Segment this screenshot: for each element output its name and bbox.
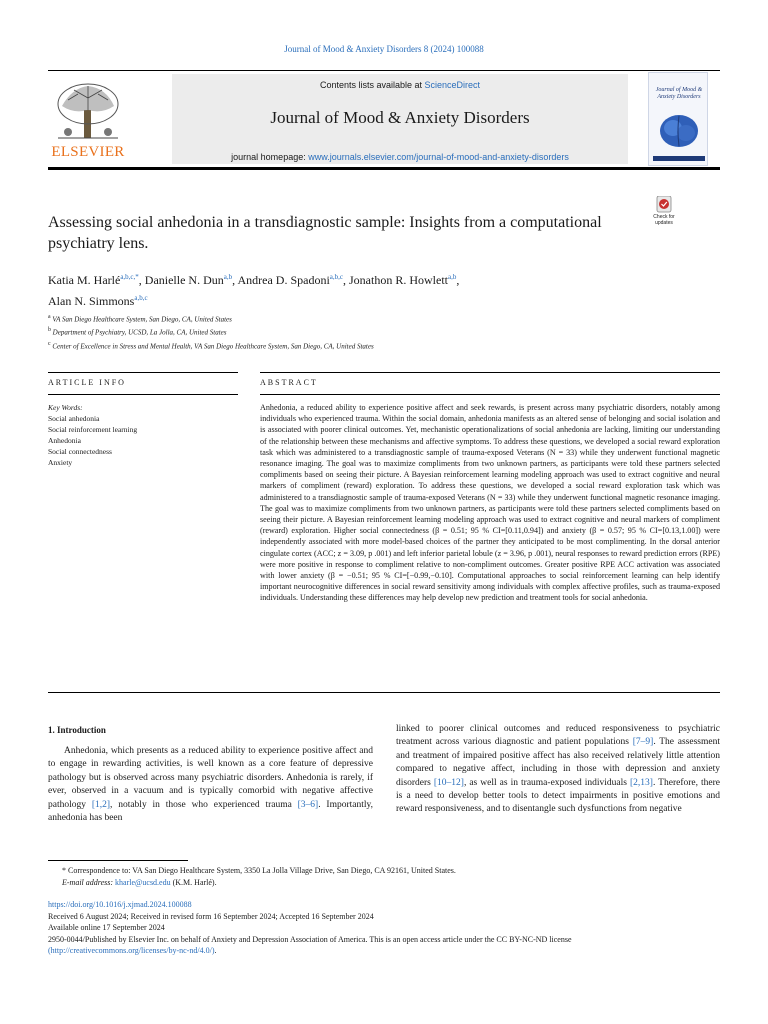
- homepage-prefix: journal homepage:: [231, 152, 309, 162]
- keyword-item[interactable]: Anxiety: [48, 458, 73, 467]
- journal-info-box: [172, 74, 628, 164]
- correspondence-footnote: [48, 865, 720, 888]
- affiliation-text: Department of Psychiatry, UCSD, La Jolla, CA, United States: [52, 328, 227, 337]
- author-name[interactable]: Alan N. Simmons: [48, 294, 135, 308]
- keyword-item[interactable]: Anhedonia: [48, 436, 81, 445]
- author-separator: ,: [138, 273, 145, 287]
- body-text: , notably in those who experienced trauma: [110, 799, 298, 810]
- contents-prefix: Contents lists available at: [319, 80, 425, 90]
- article-info-rule: [48, 394, 238, 395]
- article-info-heading: ARTICLE INFO: [48, 378, 126, 387]
- introduction-left-column: [48, 745, 373, 825]
- available-online: Available online 17 September 2024: [48, 923, 165, 932]
- journal-cover[interactable]: [648, 72, 708, 166]
- journal-title: Journal of Mood & Anxiety Disorders: [270, 108, 530, 127]
- journal-citation[interactable]: Journal of Mood & Anxiety Disorders 8 (2024) 100088: [284, 44, 484, 54]
- body-text: Anhedonia, which presents as a reduced ability to experience positive affect and to engage in rewarding activities, is well known as a core feature of depressive pathology but is observed across many psychiatric disorders. Anhedonia is rarely, if ever, observed in a vacuum and is typically comorbid with negative affective pathology: [48, 746, 373, 810]
- keywords-block: [48, 402, 238, 468]
- author-name[interactable]: Jonathon R. Howlett: [349, 273, 449, 287]
- elsevier-tree-icon: [48, 80, 128, 144]
- affiliation-item: [48, 325, 720, 338]
- footnote-rule: [48, 860, 188, 861]
- author-separator: ,: [456, 273, 460, 287]
- introduction-heading: 1. Introduction: [48, 725, 106, 735]
- contents-line: [172, 80, 628, 90]
- citation-link[interactable]: [2,13]: [629, 777, 653, 788]
- author-separator: ,: [343, 273, 350, 287]
- article-metadata: [48, 899, 720, 957]
- author-affiliation-marker[interactable]: a,b,c: [134, 294, 148, 302]
- journal-masthead: [48, 70, 720, 170]
- author-affiliation-marker[interactable]: a,b: [448, 273, 457, 281]
- author-affiliation-marker[interactable]: a,b: [223, 273, 233, 281]
- abstract-top-rule: [260, 372, 720, 373]
- check-updates-label: Check for updates: [653, 214, 675, 226]
- author-affiliation-marker[interactable]: a,b,c,*: [120, 273, 139, 281]
- affiliation-item: [48, 339, 720, 352]
- article-info-top-rule: [48, 372, 238, 373]
- doi-link[interactable]: https://doi.org/10.1016/j.xjmad.2024.100088: [48, 900, 192, 909]
- keywords-label: Key Words:: [48, 403, 83, 412]
- masthead-top-rule: [48, 70, 720, 71]
- abstract-rule: [260, 394, 720, 395]
- citation-link[interactable]: [1,2]: [91, 799, 111, 810]
- masthead-bottom-rule: [48, 167, 720, 170]
- check-for-updates-button[interactable]: [644, 196, 684, 232]
- email-link[interactable]: kharle@ucsd.edu: [115, 877, 171, 887]
- abstract-bottom-rule: [48, 692, 720, 693]
- email-line: [48, 877, 720, 889]
- cover-bar: [653, 156, 705, 161]
- body-text: . Importantly, anhedonia has been: [48, 799, 374, 824]
- keyword-item[interactable]: Social connectedness: [48, 447, 112, 456]
- author-list: [48, 268, 720, 310]
- author-affiliation-marker[interactable]: a,b,c: [329, 273, 344, 281]
- affiliation-marker: a: [48, 314, 51, 320]
- homepage-link[interactable]: www.journals.elsevier.com/journal-of-mood-and-anxiety-disorders: [308, 152, 569, 162]
- cover-title: Journal of Mood & Anxiety Disorders: [655, 87, 703, 100]
- body-text: . The assessment and treatment of impaired positive affect has also received relatively little attention compared to negative affect, including in those with depression and anxiety disorders: [396, 737, 720, 788]
- license-text: [48, 934, 720, 957]
- license-suffix: .: [214, 946, 217, 955]
- keyword-item[interactable]: Social anhedonia: [48, 414, 100, 423]
- keyword-item[interactable]: Social reinforcement learning: [48, 425, 138, 434]
- elsevier-logo[interactable]: [48, 80, 128, 164]
- elsevier-wordmark: ELSEVIER: [51, 144, 125, 160]
- body-text: linked to poorer clinical outcomes and reduced responsiveness to psychiatric treatment across various diagnostic and patient populations: [396, 724, 720, 748]
- author-name[interactable]: Katia M. Harlé: [48, 273, 121, 287]
- abstract-text: Anhedonia, a reduced ability to experience positive affect and seek rewards, is present across many psychiatric disorders, notably among individuals who experienced trauma. Within the social domain, anhedonia manifests as an altered sense of belonging and social isolation and is associated with poorer clinical outcomes. Yet, mechanistic operationalizations of social anhedonia are lacking, limiting our understanding of the relationship between these mechanisms and affective symptoms. To address these questions, we developed a social reward exploration task which was administered to a transdiagnostic sample of trauma-exposed Veterans (N = 33) while they underwent functional magnetic resonance imaging. The goal was to maximize compliments from two unknown partners, as participants were told these partners selected compliments based on seeing their picture. A Bayesian reinforcement learning modeling approach was used to extract cognitive and neural markers of compliment (reward) exploration. To address these questions, we developed a social reward exploration task which was administered to a transdiagnostic sample of trauma-exposed Veterans (N = 33) while they underwent functional magnetic resonance imaging. The goal was to maximize compliments from two unknown partners, as participants were told these partners selected compliments based on seeing their picture. A Bayesian reinforcement learning modeling approach was used to extract cognitive and neural markers of compliment (reward) exploration. Higher social connectedness (β = 0.51; 95 % CI=[0.11,0.94]) and anxiety (β = 0.57; 95 % CI=[0.13,1.00]) were independently associated with more model-based choices of the partner they anticipated to be most complimenting. In the dorsal anterior cingulate cortex (ACC; z = 3.09, p .001) and left inferior parietal lobule (z = 3.96, p .001), neural responses to reward prediction errors (RPE) were more positive in response to compliment relative to non-compliment outcomes. Greater positive RPE ACC activation was associated with lower anxiety (β = −0.51; 95 % CI=[−0.99,−0.10]. Computational approaches to social reinforcement learning can help identify important neurocognitive differences in social reward sensitivity among individuals with complex affective profiles, such as trauma-exposed individuals. Understanding these differences may help develop new prediction and treatment tools for social anhedonia.: [260, 403, 720, 603]
- affiliation-text: VA San Diego Healthcare System, San Diego, CA, United States: [52, 315, 232, 324]
- affiliation-marker: b: [48, 327, 51, 334]
- body-text: . Therefore, there is a need to develop better tools to detect impairments in positive emotions and reward responsiveness, and to disentangle such dysfunctions from negative: [396, 777, 721, 815]
- brain-icon: [657, 111, 701, 151]
- article-title: Assessing social anhedonia in a transdiagnostic sample: Insights from a computational psychiatry lens.: [48, 214, 602, 252]
- citation-link[interactable]: [3–6]: [297, 799, 319, 810]
- received-dates: Received 6 August 2024; Received in revised form 16 September 2024; Accepted 16 September 2024: [48, 911, 374, 921]
- affiliation-marker: c: [48, 340, 51, 347]
- affiliation-text: Center of Excellence in Stress and Mental Health, VA San Diego Healthcare System, San Diego, CA, United States: [52, 341, 374, 350]
- citation-link[interactable]: [10–12]: [433, 777, 464, 788]
- introduction-right-column: [396, 723, 720, 817]
- email-suffix: (K.M. Harlé).: [170, 877, 217, 887]
- author-name[interactable]: Andrea D. Spadoni: [237, 273, 330, 287]
- affiliation-list: [48, 312, 720, 352]
- email-label: E-mail address:: [62, 877, 116, 887]
- abstract-heading: ABSTRACT: [260, 378, 318, 387]
- sciencedirect-link[interactable]: ScienceDirect: [424, 80, 481, 90]
- citation-link[interactable]: [7–9]: [632, 737, 654, 748]
- author-name[interactable]: Danielle N. Dun: [144, 273, 224, 287]
- correspondence-text: * Correspondence to: VA San Diego Healthcare System, 3350 La Jolla Village Drive, San Diego, CA 92161, United States.: [62, 866, 456, 875]
- license-statement: 2950-0044/Published by Elsevier Inc. on behalf of Anxiety and Depression Association of America. This is an open access article under the CC BY-NC-ND license: [48, 934, 572, 944]
- license-link[interactable]: (http://creativecommons.org/licenses/by-nc-nd/4.0/): [48, 946, 215, 955]
- body-text: , as well as in trauma-exposed individuals: [463, 777, 630, 788]
- homepage-line: [172, 152, 628, 162]
- affiliation-item: [48, 312, 720, 325]
- check-updates-icon: [644, 196, 684, 216]
- author-separator: ,: [232, 273, 238, 287]
